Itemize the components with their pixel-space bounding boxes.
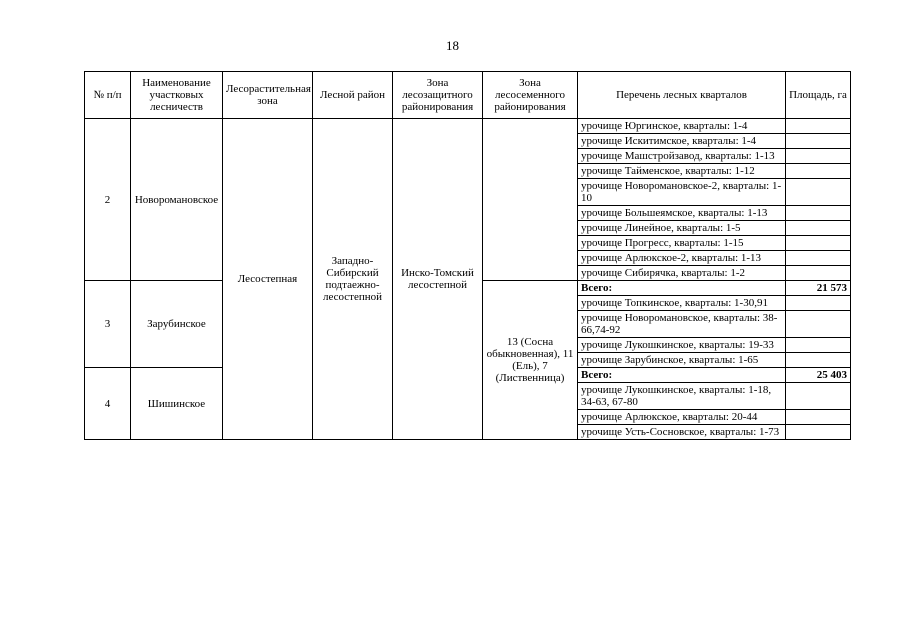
area-cell <box>786 410 851 425</box>
area-cell <box>786 251 851 266</box>
page-number: 18 <box>446 38 459 53</box>
area-cell <box>786 164 851 179</box>
area-cell <box>786 383 851 410</box>
quarter-cell: урочище Лукошкинское, кварталы: 19-33 <box>578 338 786 353</box>
forestry-name: Шишинское <box>131 368 223 440</box>
forestry-table <box>84 71 851 440</box>
quarter-cell: урочище Большеямское, кварталы: 1-13 <box>578 206 786 221</box>
forestry-name: Зарубинское <box>131 281 223 368</box>
header-quarters: Перечень лесных кварталов <box>578 72 786 119</box>
quarter-cell: урочище Новоромановское, кварталы: 38-66,74-92 <box>578 311 786 338</box>
total-value: 21 573 <box>786 281 851 296</box>
area-cell <box>786 296 851 311</box>
forestry-name: Новоромановское <box>131 119 223 281</box>
forestry-num: 2 <box>85 119 131 281</box>
veg-zone-cell: Лесостепная <box>223 119 313 440</box>
quarter-cell: урочище Искитимское, кварталы: 1-4 <box>578 134 786 149</box>
seed-zone-cell: 13 (Сосна обыкновенная), 11 (Ель), 7 (Лиственница) <box>483 281 578 440</box>
area-cell <box>786 149 851 164</box>
area-cell <box>786 338 851 353</box>
area-cell <box>786 134 851 149</box>
header-protect-zone: Зона лесозащитного районирования <box>393 72 483 119</box>
protect-zone-cell: Инско-Томский лесостепной <box>393 119 483 440</box>
header-area: Площадь, га <box>786 72 851 119</box>
quarter-cell: урочище Линейное, кварталы: 1-5 <box>578 221 786 236</box>
quarter-cell: урочище Зарубинское, кварталы: 1-65 <box>578 353 786 368</box>
area-cell <box>786 236 851 251</box>
quarter-cell: урочище Сибирячка, кварталы: 1-2 <box>578 266 786 281</box>
quarter-cell: урочище Прогресс, кварталы: 1-15 <box>578 236 786 251</box>
total-value: 25 403 <box>786 368 851 383</box>
seed-zone-empty <box>483 119 578 281</box>
header-num: № п/п <box>85 72 131 119</box>
quarter-cell: урочище Арлюкское, кварталы: 20-44 <box>578 410 786 425</box>
district-cell: Западно-Сибирский подтаежно-лесостепной <box>313 119 393 440</box>
table-row <box>85 119 851 134</box>
quarter-cell: урочище Тайменское, кварталы: 1-12 <box>578 164 786 179</box>
quarter-cell: урочище Машстройзавод, кварталы: 1-13 <box>578 149 786 164</box>
area-cell <box>786 179 851 206</box>
area-cell <box>786 311 851 338</box>
header-veg-zone: Лесорастительная зона <box>223 72 313 119</box>
quarter-cell: урочище Арлюкское-2, кварталы: 1-13 <box>578 251 786 266</box>
area-cell <box>786 221 851 236</box>
quarter-cell: урочище Лукошкинское, кварталы: 1-18, 34-63, 67-80 <box>578 383 786 410</box>
header-district: Лесной район <box>313 72 393 119</box>
total-label: Всего: <box>578 281 786 296</box>
header-seed-zone: Зона лесосеменного районирования <box>483 72 578 119</box>
quarter-cell: урочище Топкинское, кварталы: 1-30,91 <box>578 296 786 311</box>
header-row <box>85 72 851 119</box>
quarter-cell: урочище Новоромановское-2, кварталы: 1-10 <box>578 179 786 206</box>
quarter-cell: урочище Усть-Сосновское, кварталы: 1-73 <box>578 425 786 440</box>
header-name: Наименование участковых лесничеств <box>131 72 223 119</box>
area-cell <box>786 119 851 134</box>
forestry-num: 3 <box>85 281 131 368</box>
area-cell <box>786 353 851 368</box>
area-cell <box>786 206 851 221</box>
area-cell <box>786 266 851 281</box>
area-cell <box>786 425 851 440</box>
quarter-cell: урочище Юргинское, кварталы: 1-4 <box>578 119 786 134</box>
total-label: Всего: <box>578 368 786 383</box>
forestry-num: 4 <box>85 368 131 440</box>
